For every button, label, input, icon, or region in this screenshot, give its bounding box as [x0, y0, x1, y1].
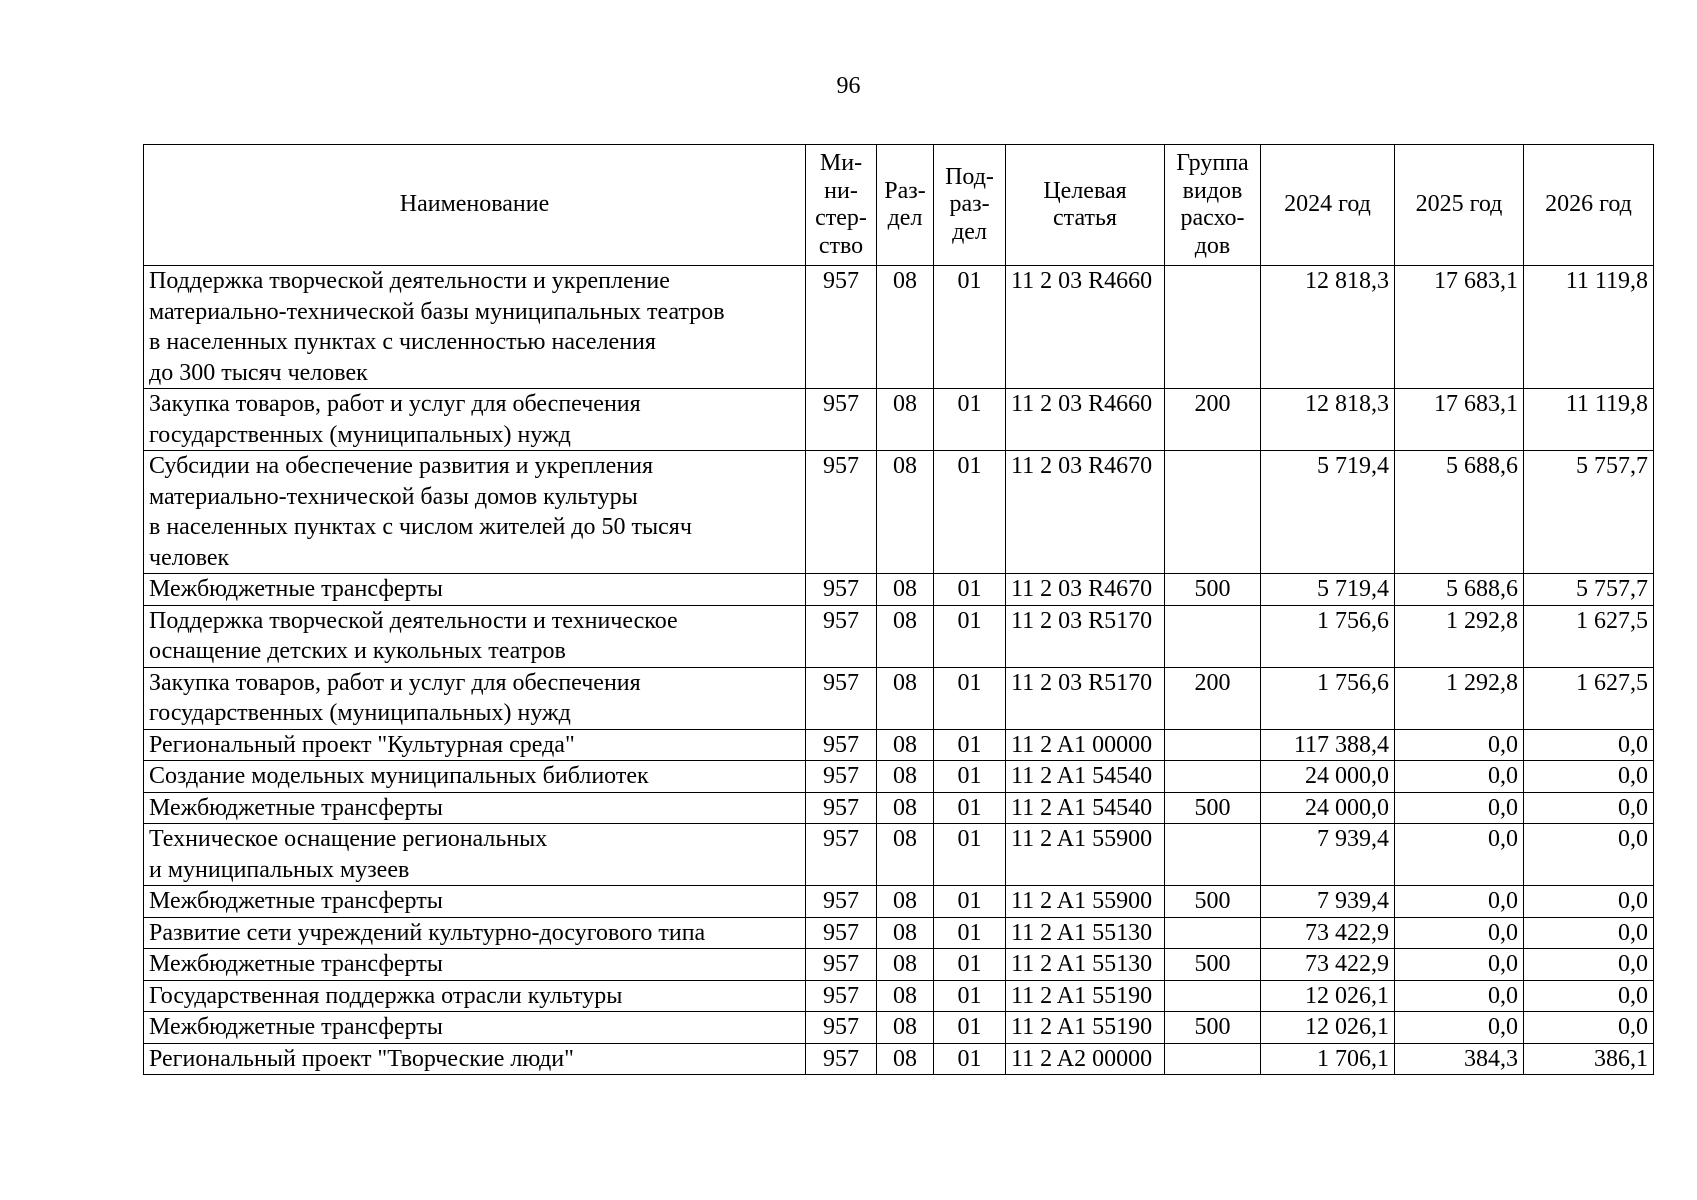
cell-2026: 1 627,5: [1524, 667, 1654, 729]
cell-target: 11 2 A2 00000: [1006, 1043, 1165, 1075]
cell-name: Межбюджетные трансферты: [144, 574, 806, 606]
cell-2026: 0,0: [1524, 729, 1654, 761]
cell-expense-group: 200: [1165, 389, 1261, 451]
cell-2024: 12 818,3: [1261, 389, 1395, 451]
cell-section: 08: [877, 949, 934, 981]
cell-2024: 117 388,4: [1261, 729, 1395, 761]
cell-name: Государственная поддержка отрасли культуры: [144, 980, 806, 1012]
table-row: [144, 949, 1654, 981]
cell-2026: 0,0: [1524, 980, 1654, 1012]
table-row: [144, 266, 1654, 389]
cell-2026: 0,0: [1524, 886, 1654, 918]
cell-section: 08: [877, 574, 934, 606]
cell-name: Межбюджетные трансферты: [144, 949, 806, 981]
cell-2024: 7 939,4: [1261, 824, 1395, 886]
cell-name: Региональный проект "Культурная среда": [144, 729, 806, 761]
cell-2025: 0,0: [1395, 792, 1524, 824]
cell-section: 08: [877, 792, 934, 824]
cell-2024: 12 818,3: [1261, 266, 1395, 389]
budget-table: [143, 144, 1654, 1075]
cell-section: 08: [877, 729, 934, 761]
cell-ministry: 957: [806, 667, 877, 729]
cell-name: Субсидии на обеспечение развития и укрепления материально-технической базы домов культуры в населенных пунктах с числом жителей до 50 тысяч человек: [144, 451, 806, 574]
table-row: [144, 729, 1654, 761]
header-ministry: Ми- ни- стер- ство: [806, 145, 877, 266]
cell-target: 11 2 A1 55900: [1006, 886, 1165, 918]
cell-subsection: 01: [934, 792, 1006, 824]
cell-section: 08: [877, 886, 934, 918]
cell-expense-group: [1165, 605, 1261, 667]
cell-target: 11 2 A1 55190: [1006, 980, 1165, 1012]
cell-ministry: 957: [806, 917, 877, 949]
cell-2024: 73 422,9: [1261, 917, 1395, 949]
cell-2025: 0,0: [1395, 980, 1524, 1012]
header-2026: 2026 год: [1524, 145, 1654, 266]
cell-expense-group: [1165, 451, 1261, 574]
cell-expense-group: [1165, 761, 1261, 793]
cell-2024: 7 939,4: [1261, 886, 1395, 918]
header-target: Целевая статья: [1006, 145, 1165, 266]
cell-name: Техническое оснащение региональных и муниципальных музеев: [144, 824, 806, 886]
page-number: 96: [836, 73, 861, 99]
cell-2026: 0,0: [1524, 949, 1654, 981]
table-row: [144, 824, 1654, 886]
table-row: [144, 451, 1654, 574]
cell-expense-group: 500: [1165, 1012, 1261, 1044]
cell-2026: 0,0: [1524, 917, 1654, 949]
cell-subsection: 01: [934, 389, 1006, 451]
cell-subsection: 01: [934, 917, 1006, 949]
header-subsection: Под- раз- дел: [934, 145, 1006, 266]
cell-2025: 0,0: [1395, 886, 1524, 918]
cell-expense-group: 500: [1165, 574, 1261, 606]
cell-name: Закупка товаров, работ и услуг для обеспечения государственных (муниципальных) нужд: [144, 667, 806, 729]
cell-2025: 0,0: [1395, 949, 1524, 981]
cell-2025: 1 292,8: [1395, 667, 1524, 729]
cell-name: Создание модельных муниципальных библиотек: [144, 761, 806, 793]
cell-target: 11 2 A1 54540: [1006, 761, 1165, 793]
cell-expense-group: 500: [1165, 949, 1261, 981]
cell-ministry: 957: [806, 1012, 877, 1044]
table-row: [144, 886, 1654, 918]
cell-2024: 1 706,1: [1261, 1043, 1395, 1075]
cell-target: 11 2 03 R4660: [1006, 266, 1165, 389]
table-row: [144, 980, 1654, 1012]
header-section: Раз- дел: [877, 145, 934, 266]
cell-name: Межбюджетные трансферты: [144, 792, 806, 824]
cell-ministry: 957: [806, 886, 877, 918]
cell-subsection: 01: [934, 1043, 1006, 1075]
header-2024: 2024 год: [1261, 145, 1395, 266]
cell-subsection: 01: [934, 605, 1006, 667]
cell-2026: 5 757,7: [1524, 451, 1654, 574]
cell-expense-group: 200: [1165, 667, 1261, 729]
cell-subsection: 01: [934, 266, 1006, 389]
table-row: [144, 389, 1654, 451]
cell-expense-group: [1165, 917, 1261, 949]
cell-ministry: 957: [806, 949, 877, 981]
cell-name: Закупка товаров, работ и услуг для обеспечения государственных (муниципальных) нужд: [144, 389, 806, 451]
cell-2025: 1 292,8: [1395, 605, 1524, 667]
cell-subsection: 01: [934, 574, 1006, 606]
cell-subsection: 01: [934, 451, 1006, 574]
cell-ministry: 957: [806, 574, 877, 606]
cell-section: 08: [877, 451, 934, 574]
cell-2026: 386,1: [1524, 1043, 1654, 1075]
cell-target: 11 2 A1 54540: [1006, 792, 1165, 824]
cell-section: 08: [877, 761, 934, 793]
cell-2025: 0,0: [1395, 729, 1524, 761]
cell-target: 11 2 A1 00000: [1006, 729, 1165, 761]
cell-section: 08: [877, 667, 934, 729]
cell-2025: 5 688,6: [1395, 451, 1524, 574]
cell-subsection: 01: [934, 667, 1006, 729]
cell-expense-group: [1165, 266, 1261, 389]
cell-ministry: 957: [806, 761, 877, 793]
cell-ministry: 957: [806, 980, 877, 1012]
cell-subsection: 01: [934, 980, 1006, 1012]
cell-target: 11 2 A1 55900: [1006, 824, 1165, 886]
table-body: [144, 266, 1654, 1075]
table-row: [144, 917, 1654, 949]
cell-2026: 1 627,5: [1524, 605, 1654, 667]
cell-expense-group: [1165, 824, 1261, 886]
cell-ministry: 957: [806, 451, 877, 574]
table-row: [144, 792, 1654, 824]
table-header-row: [144, 145, 1654, 266]
table-row: [144, 667, 1654, 729]
cell-2026: 11 119,8: [1524, 266, 1654, 389]
cell-2026: 0,0: [1524, 1012, 1654, 1044]
cell-ministry: 957: [806, 266, 877, 389]
table-row: [144, 761, 1654, 793]
cell-name: Поддержка творческой деятельности и укрепление материально-технической базы муниципальных театров в населенных пунктах с численностью населения до 300 тысяч человек: [144, 266, 806, 389]
cell-section: 08: [877, 389, 934, 451]
cell-subsection: 01: [934, 729, 1006, 761]
cell-2024: 12 026,1: [1261, 980, 1395, 1012]
cell-target: 11 2 03 R4670: [1006, 574, 1165, 606]
cell-name: Межбюджетные трансферты: [144, 886, 806, 918]
cell-2025: 0,0: [1395, 1012, 1524, 1044]
header-2025: 2025 год: [1395, 145, 1524, 266]
cell-2024: 5 719,4: [1261, 451, 1395, 574]
cell-section: 08: [877, 917, 934, 949]
cell-subsection: 01: [934, 761, 1006, 793]
cell-ministry: 957: [806, 389, 877, 451]
cell-2024: 24 000,0: [1261, 792, 1395, 824]
cell-2025: 384,3: [1395, 1043, 1524, 1075]
header-expense-group: Группа видов расхо- дов: [1165, 145, 1261, 266]
cell-2024: 5 719,4: [1261, 574, 1395, 606]
cell-ministry: 957: [806, 824, 877, 886]
cell-2025: 17 683,1: [1395, 266, 1524, 389]
cell-section: 08: [877, 1012, 934, 1044]
cell-2024: 1 756,6: [1261, 605, 1395, 667]
cell-2026: 11 119,8: [1524, 389, 1654, 451]
cell-name: Поддержка творческой деятельности и техническое оснащение детских и кукольных театров: [144, 605, 806, 667]
cell-2024: 73 422,9: [1261, 949, 1395, 981]
cell-2024: 1 756,6: [1261, 667, 1395, 729]
cell-ministry: 957: [806, 605, 877, 667]
cell-target: 11 2 03 R5170: [1006, 667, 1165, 729]
cell-2025: 0,0: [1395, 917, 1524, 949]
cell-2025: 5 688,6: [1395, 574, 1524, 606]
cell-section: 08: [877, 1043, 934, 1075]
cell-2026: 0,0: [1524, 824, 1654, 886]
cell-target: 11 2 03 R4660: [1006, 389, 1165, 451]
cell-name: Развитие сети учреждений культурно-досугового типа: [144, 917, 806, 949]
cell-name: Региональный проект "Творческие люди": [144, 1043, 806, 1075]
cell-2025: 0,0: [1395, 761, 1524, 793]
table-row: [144, 1043, 1654, 1075]
cell-section: 08: [877, 266, 934, 389]
cell-2025: 17 683,1: [1395, 389, 1524, 451]
cell-subsection: 01: [934, 949, 1006, 981]
cell-expense-group: [1165, 1043, 1261, 1075]
cell-expense-group: [1165, 729, 1261, 761]
cell-target: 11 2 03 R4670: [1006, 451, 1165, 574]
header-name: Наименование: [144, 145, 806, 266]
cell-target: 11 2 A1 55130: [1006, 949, 1165, 981]
cell-target: 11 2 A1 55190: [1006, 1012, 1165, 1044]
cell-subsection: 01: [934, 1012, 1006, 1044]
cell-expense-group: 500: [1165, 792, 1261, 824]
cell-expense-group: 500: [1165, 886, 1261, 918]
cell-2026: 0,0: [1524, 761, 1654, 793]
cell-name: Межбюджетные трансферты: [144, 1012, 806, 1044]
table-row: [144, 605, 1654, 667]
table-row: [144, 1012, 1654, 1044]
cell-ministry: 957: [806, 1043, 877, 1075]
cell-subsection: 01: [934, 886, 1006, 918]
cell-2024: 24 000,0: [1261, 761, 1395, 793]
cell-target: 11 2 A1 55130: [1006, 917, 1165, 949]
table-row: [144, 574, 1654, 606]
cell-2026: 5 757,7: [1524, 574, 1654, 606]
cell-2024: 12 026,1: [1261, 1012, 1395, 1044]
cell-ministry: 957: [806, 729, 877, 761]
cell-2026: 0,0: [1524, 792, 1654, 824]
cell-section: 08: [877, 824, 934, 886]
cell-2025: 0,0: [1395, 824, 1524, 886]
cell-subsection: 01: [934, 824, 1006, 886]
cell-section: 08: [877, 605, 934, 667]
cell-expense-group: [1165, 980, 1261, 1012]
cell-target: 11 2 03 R5170: [1006, 605, 1165, 667]
cell-ministry: 957: [806, 792, 877, 824]
cell-section: 08: [877, 980, 934, 1012]
